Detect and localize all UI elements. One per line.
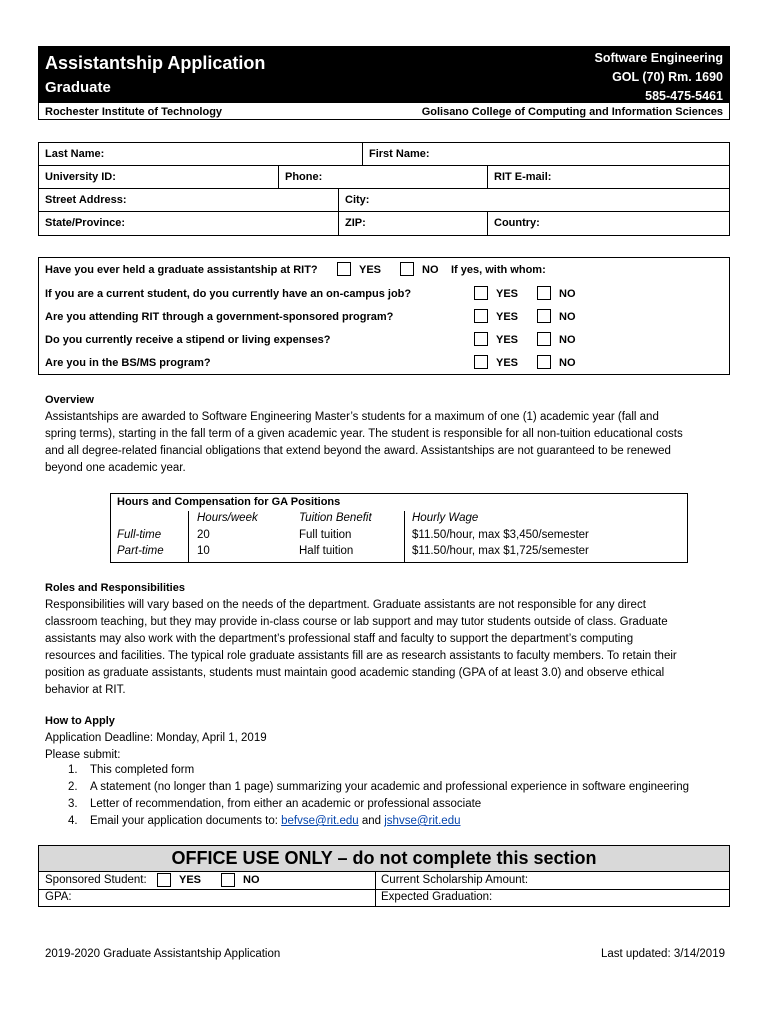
- applicant-info-table: [38, 142, 730, 236]
- apply-deadline: Application Deadline: Monday, April 1, 2019: [45, 732, 267, 744]
- overview-section: [45, 392, 730, 477]
- rit-email-field[interactable]: RIT E-mail:: [494, 171, 552, 183]
- form-title: Assistantship Application: [45, 53, 266, 73]
- street-address-field[interactable]: Street Address:: [45, 194, 127, 206]
- info-row-street: [39, 189, 729, 212]
- table-cell-wage: $11.50/hour, max $1,725/semester: [412, 545, 589, 557]
- question-government-program: Are you attending RIT through a government-sponsored program?: [45, 311, 394, 323]
- list-item: 4. Email your application documents to: befvse@rit.edu and jshvse@rit.edu: [68, 815, 461, 827]
- info-row-state: [39, 212, 729, 235]
- department-name: Software Engineering: [594, 51, 723, 65]
- question-on-campus-job: If you are a current student, do you currently have an on-campus job?: [45, 288, 412, 300]
- roles-line: behavior at RIT.: [45, 684, 126, 696]
- office-row: [39, 890, 729, 907]
- scholarship-amount-field[interactable]: Current Scholarship Amount:: [381, 874, 529, 886]
- roles-heading: Roles and Responsibilities: [45, 582, 185, 594]
- no-label: NO: [243, 874, 260, 886]
- on-campus-job-no-checkbox[interactable]: [537, 286, 551, 300]
- expected-graduation-field[interactable]: Expected Graduation:: [381, 891, 493, 903]
- roles-line: position as graduate assistants, students must maintain good academic standing (GPA of at least 3.0) and observe ethical: [45, 667, 665, 679]
- header-banner: [39, 47, 729, 103]
- apply-submit: Please submit:: [45, 749, 121, 761]
- table-cell-tuition: Full tuition: [299, 529, 352, 541]
- prior-assistantship-no-checkbox[interactable]: [400, 262, 414, 276]
- table-row-type: Part-time: [117, 545, 164, 557]
- government-program-yes-checkbox[interactable]: [474, 309, 488, 323]
- question-bs-ms: Are you in the BS/MS program?: [45, 357, 211, 369]
- sponsored-yes-checkbox[interactable]: [157, 873, 171, 887]
- college-name: Golisano College of Computing and Information Sciences: [421, 106, 723, 118]
- form-subtitle: Graduate: [45, 79, 111, 96]
- list-item: 3. Letter of recommendation, from either an academic or professional associate: [68, 798, 482, 810]
- city-field[interactable]: City:: [345, 194, 370, 206]
- overview-line: spring terms), starting in the fall term of a given academic year. The student is responsible for all non-tuition educational costs: [45, 428, 683, 440]
- no-label: NO: [559, 357, 576, 369]
- department-phone: 585-475-5461: [645, 89, 723, 103]
- phone-field[interactable]: Phone:: [285, 171, 323, 183]
- info-row-name: [39, 143, 729, 166]
- roles-line: assistants may also work with the department’s professional staff and faculty to support the department’s computing: [45, 633, 634, 645]
- first-name-field[interactable]: First Name:: [369, 148, 430, 160]
- yes-label: YES: [179, 874, 202, 886]
- no-label: NO: [559, 334, 576, 346]
- state-field[interactable]: State/Province:: [45, 217, 126, 229]
- form-header: [38, 46, 730, 120]
- prior-assistantship-yes-checkbox[interactable]: [337, 262, 351, 276]
- department-contact: [595, 49, 724, 106]
- bs-ms-yes-checkbox[interactable]: [474, 355, 488, 369]
- apply-heading: How to Apply: [45, 715, 115, 727]
- roles-line: Responsibilities will vary based on the needs of the department. Graduate assistants are not responsible for any direct: [45, 599, 646, 611]
- apply-list: [68, 762, 689, 830]
- department-room: GOL (70) Rm. 1690: [612, 70, 723, 84]
- sponsored-no-checkbox[interactable]: [221, 873, 235, 887]
- zip-field[interactable]: ZIP:: [345, 217, 366, 229]
- overview-heading: Overview: [45, 394, 94, 406]
- institute-name: Rochester Institute of Technology: [45, 106, 223, 118]
- overview-line: beyond one academic year.: [45, 462, 186, 474]
- sponsored-label: Sponsored Student:: [45, 874, 147, 886]
- table-cell-hours: 10: [197, 545, 210, 557]
- yes-label: YES: [496, 357, 519, 369]
- office-use-section: [38, 845, 730, 907]
- no-label: NO: [422, 264, 439, 276]
- col-wage-header: Hourly Wage: [412, 512, 479, 524]
- last-name-field[interactable]: Last Name:: [45, 148, 105, 160]
- table-cell-tuition: Half tuition: [299, 545, 354, 557]
- overview-line: Assistantships are awarded to Software Engineering Master’s students for a maximum of one (1) academic year (fall and: [45, 411, 659, 423]
- table-row-type: Full-time: [117, 529, 162, 541]
- table-cell-hours: 20: [197, 529, 210, 541]
- with-whom-field[interactable]: If yes, with whom:: [451, 264, 546, 276]
- compensation-table: [110, 493, 688, 563]
- no-label: NO: [559, 288, 576, 300]
- stipend-no-checkbox[interactable]: [537, 332, 551, 346]
- roles-line: classroom teaching, but they may provide in-class course or lab support and may tutor students outside of class. Graduate: [45, 616, 668, 628]
- roles-line: resources and facilities. The typical role graduate assistants fill are as research assistants to faculty members. To retain their: [45, 650, 677, 662]
- footer-left: 2019-2020 Graduate Assistantship Application: [45, 948, 281, 960]
- apply-section: [45, 713, 730, 764]
- office-use-title: OFFICE USE ONLY – do not complete this section: [39, 846, 729, 872]
- info-row-id: [39, 166, 729, 189]
- yes-label: YES: [359, 264, 382, 276]
- email-link-befvse[interactable]: befvse@rit.edu: [281, 815, 359, 827]
- university-id-field[interactable]: University ID:: [45, 171, 116, 183]
- office-row: [39, 873, 729, 890]
- gpa-field[interactable]: GPA:: [45, 891, 72, 903]
- list-item: 1. This completed form: [68, 764, 195, 776]
- email-link-jshvse[interactable]: jshvse@rit.edu: [384, 815, 461, 827]
- no-label: NO: [559, 311, 576, 323]
- yes-label: YES: [496, 311, 519, 323]
- bs-ms-no-checkbox[interactable]: [537, 355, 551, 369]
- col-tuition-header: Tuition Benefit: [299, 512, 372, 524]
- stipend-yes-checkbox[interactable]: [474, 332, 488, 346]
- compensation-title: Hours and Compensation for GA Positions: [117, 496, 341, 508]
- col-hours-header: Hours/week: [197, 512, 258, 524]
- question-stipend: Do you currently receive a stipend or living expenses?: [45, 334, 331, 346]
- footer-right: Last updated: 3/14/2019: [600, 948, 725, 960]
- question-prior-assistantship: Have you ever held a graduate assistantship at RIT?: [45, 264, 318, 276]
- yes-label: YES: [496, 334, 519, 346]
- overview-line: and all degree-related financial obligations that extend beyond the award. Assistantships are not guaranteed to be renewed: [45, 445, 671, 457]
- yes-label: YES: [496, 288, 519, 300]
- list-item: 2. A statement (no longer than 1 page) summarizing your academic and professional experience in software engineering: [68, 781, 689, 793]
- table-cell-wage: $11.50/hour, max $3,450/semester: [412, 529, 589, 541]
- country-field[interactable]: Country:: [494, 217, 540, 229]
- government-program-no-checkbox[interactable]: [537, 309, 551, 323]
- eligibility-questions: [38, 257, 730, 375]
- on-campus-job-yes-checkbox[interactable]: [474, 286, 488, 300]
- roles-section: [45, 580, 730, 699]
